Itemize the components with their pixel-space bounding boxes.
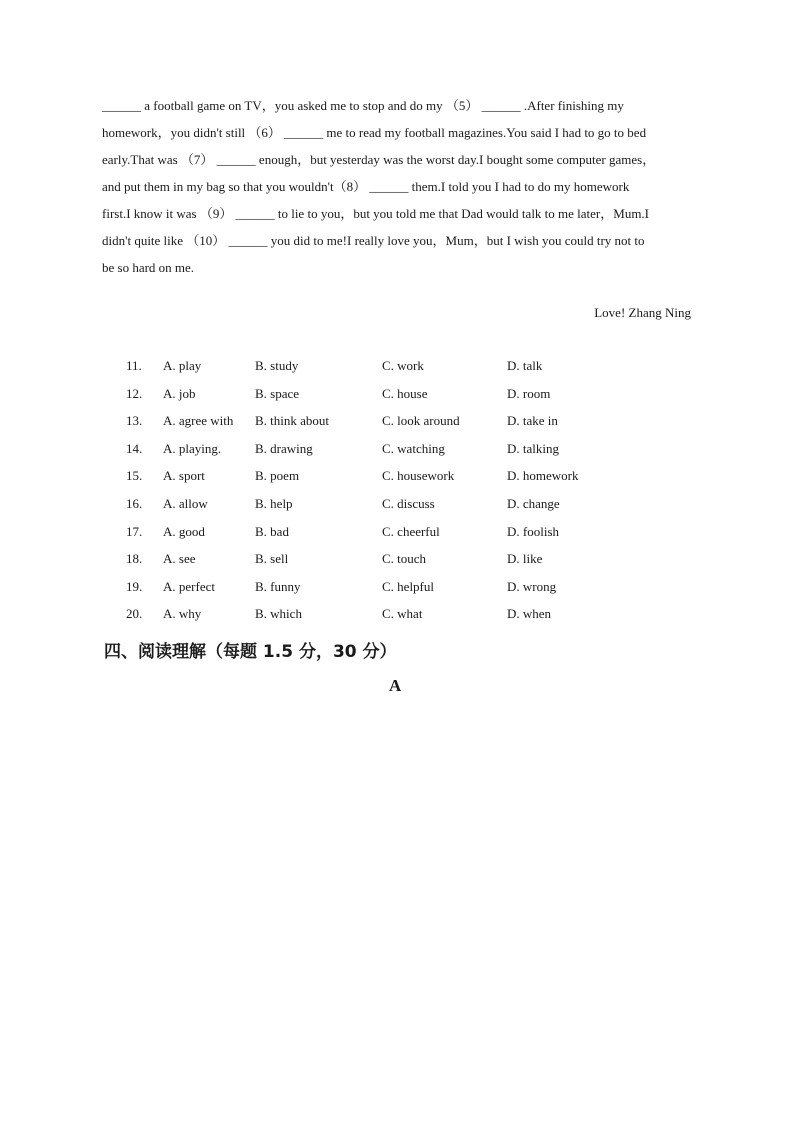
option-c: C. house — [382, 385, 428, 401]
option-a: A. agree with — [163, 413, 234, 429]
question-number: 18. — [126, 551, 143, 567]
option-c: C. work — [382, 358, 424, 373]
question-row — [126, 468, 666, 496]
option-c: C. discuss — [382, 495, 435, 511]
option-b: B. space — [255, 385, 300, 401]
question-row — [126, 441, 666, 469]
question-number: 11. — [126, 358, 142, 373]
option-c: C. watching — [382, 440, 445, 456]
options-list — [126, 358, 666, 634]
option-c: C. housework — [382, 468, 455, 484]
question-row — [126, 551, 666, 579]
option-d: D. take in — [507, 413, 558, 429]
passage-line: first.I know it was （9） ______ to lie to you，but you told me that Dad would talk to me later，Mum.I — [102, 206, 650, 221]
passage-line: homework，you didn't still （6） ______ me to read my football magazines.You said I had to go to bed — [102, 125, 647, 140]
option-b: B. sell — [255, 551, 289, 567]
question-number: 19. — [126, 578, 143, 594]
passage-line: be so hard on me. — [102, 260, 195, 275]
question-row — [126, 496, 666, 524]
option-b: B. study — [255, 358, 299, 373]
option-c: C. look around — [382, 413, 460, 429]
letter-signoff: Love! Zhang Ning — [594, 305, 691, 320]
option-b: B. funny — [255, 578, 301, 594]
option-a: A. play — [163, 358, 202, 373]
question-row — [126, 358, 666, 386]
question-row — [126, 579, 666, 607]
option-b: B. drawing — [255, 440, 313, 456]
option-d: D. talk — [507, 358, 543, 373]
option-b: B. help — [255, 495, 293, 511]
option-a: A. job — [163, 385, 196, 401]
option-a: A. good — [163, 523, 205, 539]
option-b: B. think about — [255, 413, 330, 429]
option-c: C. helpful — [382, 578, 434, 594]
option-b: B. which — [255, 606, 302, 622]
option-a: A. why — [163, 606, 202, 622]
passage-line: didn't quite like （10） ______ you did to me!I really love you，Mum，but I wish you could try not to — [102, 233, 645, 248]
option-a: A. allow — [163, 495, 208, 511]
passage — [102, 92, 700, 281]
section-heading: 四、阅读理解（每题 1.5 分，30 分） — [104, 642, 397, 662]
option-a: A. perfect — [163, 578, 215, 594]
question-row — [126, 386, 666, 414]
question-number: 12. — [126, 385, 143, 401]
question-number: 17. — [126, 523, 143, 539]
option-a: A. see — [163, 551, 196, 567]
option-d: D. talking — [507, 440, 559, 456]
option-b: B. poem — [255, 468, 300, 484]
option-c: C. cheerful — [382, 523, 440, 539]
question-number: 20. — [126, 606, 143, 622]
question-row — [126, 524, 666, 552]
passage-line: early.That was （7） ______ enough，but yesterday was the worst day.I bought some computer games， — [102, 152, 656, 167]
option-d: D. change — [507, 495, 560, 511]
option-c: C. what — [382, 606, 423, 622]
question-row — [126, 413, 666, 441]
option-b: B. bad — [255, 523, 289, 539]
question-number: 13. — [126, 413, 143, 429]
option-d: D. when — [507, 606, 552, 622]
question-number: 15. — [126, 468, 143, 484]
part-label: A — [389, 676, 402, 695]
question-number: 16. — [126, 495, 143, 511]
option-d: D. homework — [507, 468, 579, 484]
option-d: D. wrong — [507, 578, 557, 594]
question-number: 14. — [126, 440, 143, 456]
option-c: C. touch — [382, 551, 427, 567]
option-a: A. sport — [163, 468, 205, 484]
passage-line: and put them in my bag so that you wouldn't（8） ______ them.I told you I had to do my homework — [102, 179, 630, 194]
option-d: D. like — [507, 551, 543, 567]
option-a: A. playing. — [163, 440, 222, 456]
passage-line: ______ a football game on TV，you asked me to stop and do my （5） ______ .After finishing my — [102, 98, 624, 113]
question-row — [126, 606, 666, 634]
option-d: D. room — [507, 385, 551, 401]
option-d: D. foolish — [507, 523, 559, 539]
